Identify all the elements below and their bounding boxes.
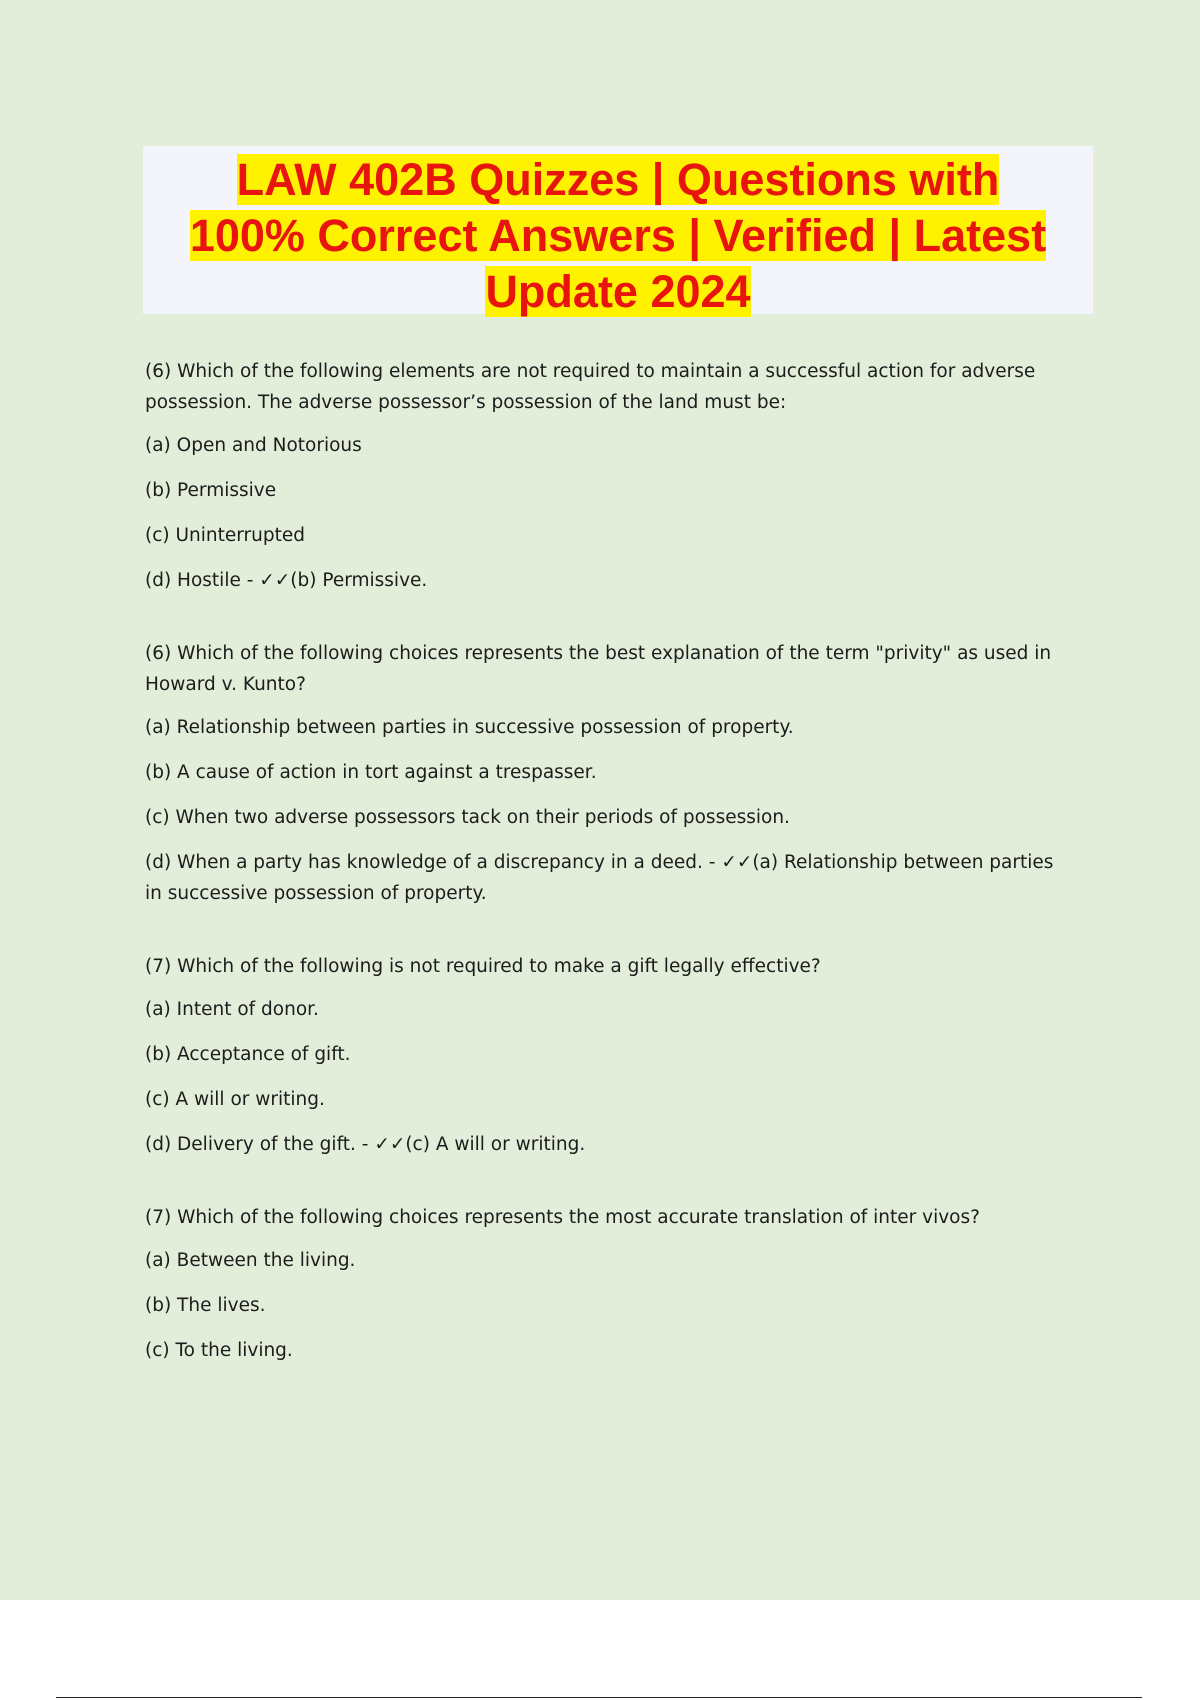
answer-option: (c) Uninterrupted: [145, 525, 305, 546]
answer-option: (a) Between the living.: [145, 1250, 356, 1271]
footer-divider: [56, 1697, 1142, 1698]
title-line-1: LAW 402B Quizzes | Questions with: [236, 154, 1000, 205]
question-block: [145, 951, 1065, 1160]
question-prompt: (7) Which of the following is not required to make a gift legally effective?: [145, 956, 821, 977]
answer-option: (a) Intent of donor.: [145, 999, 319, 1020]
answer-option: (b) A cause of action in tort against a trespasser.: [145, 762, 597, 783]
quiz-content: [145, 356, 1065, 1408]
answer-option: (b) Permissive: [145, 480, 277, 501]
question-block: [145, 638, 1065, 909]
question-prompt: (7) Which of the following choices represents the most accurate translation of inter vivos?: [145, 1207, 980, 1228]
answer-option: (c) To the living.: [145, 1340, 293, 1361]
answer-option: (c) When two adverse possessors tack on their periods of possession.: [145, 807, 790, 828]
title-box: [143, 146, 1093, 317]
question-prompt: (6) Which of the following choices represents the best explanation of the term "privity" as used in Howard v. Kunto?: [145, 643, 1052, 695]
answer-option: (b) Acceptance of gift.: [145, 1044, 351, 1065]
answer-option-with-key: (d) Hostile - ✓✓(b) Permissive.: [145, 570, 428, 591]
answer-option: (b) The lives.: [145, 1295, 266, 1316]
answer-option-with-key: (d) Delivery of the gift. - ✓✓(c) A will or writing.: [145, 1134, 586, 1155]
question-block: [145, 1202, 1065, 1366]
title-line-3: Update 2024: [485, 266, 751, 317]
question-prompt: (6) Which of the following elements are not required to maintain a successful action for adverse possession. The adverse possessor’s possession of the land must be:: [145, 361, 1036, 413]
answer-option: (c) A will or writing.: [145, 1089, 325, 1110]
question-block: [145, 356, 1065, 596]
answer-option: (a) Open and Notorious: [145, 435, 362, 456]
answer-option-with-key: (d) When a party has knowledge of a discrepancy in a deed. - ✓✓(a) Relationship between parties in successive possession of property.: [145, 852, 1054, 904]
title-line-2: 100% Correct Answers | Verified | Latest: [189, 210, 1047, 261]
document-title: [143, 146, 1093, 320]
answer-option: (a) Relationship between parties in successive possession of property.: [145, 717, 794, 738]
